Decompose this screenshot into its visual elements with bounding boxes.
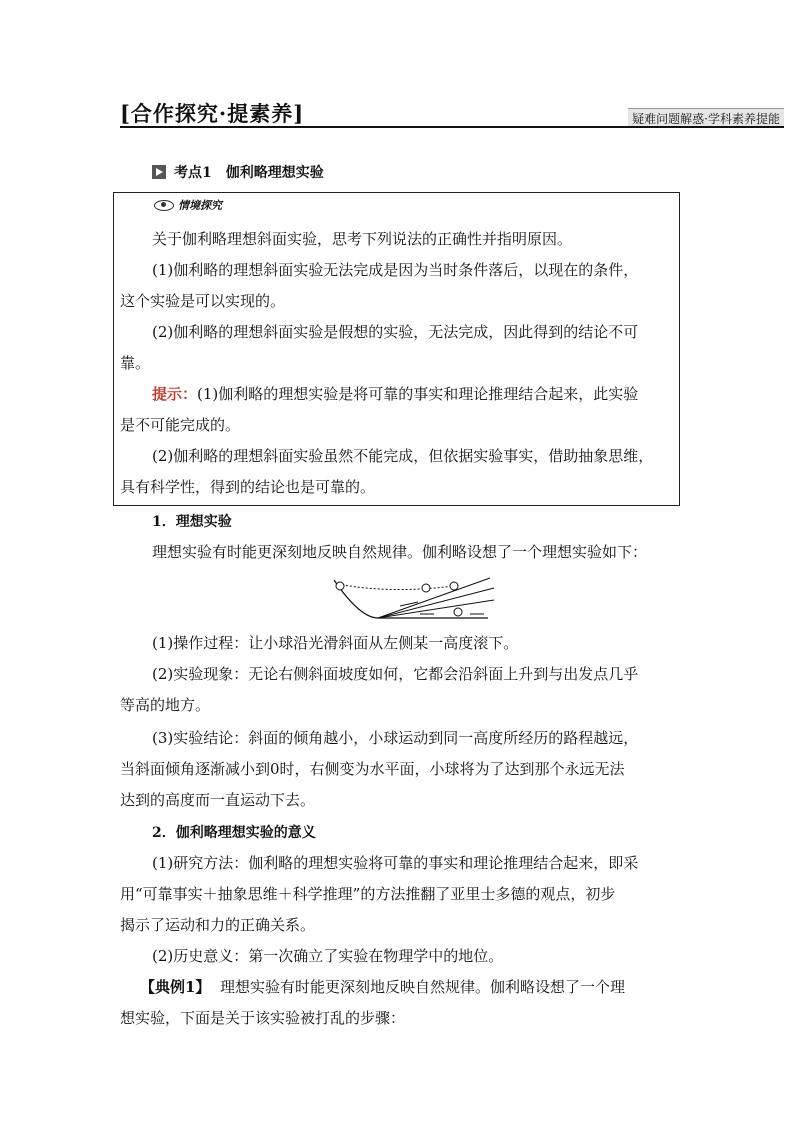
box-line: 关于伽利略理想斜面实验，思考下列说法的正确性并指明原因。 — [152, 230, 573, 248]
page-header-title: [合作探究·提素养] — [120, 101, 305, 126]
box-line: 靠。 — [120, 354, 151, 372]
body-line: 达到的高度而一直运动下去。 — [120, 791, 316, 809]
box-label — [154, 197, 222, 213]
body-line: 用“可靠事实＋抽象思维＋科学推理”的方法推翻了亚里士多德的观点，初步 — [120, 885, 616, 903]
hint-text: (1)伽利略的理想实验是将可靠的事实和理论推理结合起来，此实验 — [197, 385, 639, 403]
header-tag: 疑难问题解惑·学科素养提能 — [628, 108, 784, 128]
box-line: (2)伽利略的理想斜面实验虽然不能完成，但依据实验事实，借助抽象思维， — [152, 447, 654, 465]
body-line: 当斜面倾角逐渐减小到0时，右侧变为水平面，小球将为了达到那个永远无法 — [120, 760, 625, 778]
header-rule — [120, 126, 784, 128]
example-label: 【典例1】 — [140, 978, 211, 996]
box-line: (2)伽利略的理想斜面实验是假想的实验，无法完成，因此得到的结论不可 — [152, 323, 639, 341]
box-line: 是不可能完成的。 — [120, 416, 241, 434]
box-line: (1)伽利略的理想斜面实验无法完成是因为当时条件落后，以现在的条件， — [152, 261, 639, 279]
hint-label: 提示： — [152, 385, 198, 403]
body-line: (2)实验现象：无论右侧斜面坡度如何，它都会沿斜面上升到与出发点几乎 — [152, 665, 639, 683]
inclined-plane-diagram — [330, 574, 500, 624]
hint-line — [152, 383, 638, 404]
example-line — [140, 976, 625, 997]
body-line: 想实验，下面是关于该实验被打乱的步骤： — [120, 1009, 406, 1027]
play-triangle-icon — [152, 165, 166, 179]
body-line: 理想实验有时能更深刻地反映自然规律。伽利略设想了一个理想实验如下： — [152, 543, 648, 561]
subheading-2: 2．伽利略理想实验的意义 — [152, 825, 316, 841]
eye-icon — [154, 200, 174, 211]
body-line: 等高的地方。 — [120, 696, 211, 714]
example-text: 理想实验有时能更深刻地反映自然规律。伽利略设想了一个理 — [219, 978, 625, 996]
section-heading — [152, 162, 324, 182]
body-line: (1)操作过程：让小球沿光滑斜面从左侧某一高度滚下。 — [152, 634, 519, 652]
box-line: 具有科学性，得到的结论也是可靠的。 — [120, 478, 376, 496]
subheading-1: 1．理想实验 — [152, 514, 232, 530]
body-line: 揭示了运动和力的正确关系。 — [120, 916, 316, 934]
section-title: 考点1 伽利略理想实验 — [174, 165, 324, 181]
box-line: 这个实验是可以实现的。 — [120, 292, 286, 310]
box-label-text: 情境探究 — [178, 199, 222, 212]
body-line: (1)研究方法：伽利略的理想实验将可靠的事实和理论推理结合起来，即采 — [152, 854, 639, 872]
body-line: (2)历史意义：第一次确立了实验在物理学中的地位。 — [152, 947, 504, 965]
body-line: (3)实验结论：斜面的倾角越小，小球运动到同一高度所经历的路程越远， — [152, 729, 639, 747]
